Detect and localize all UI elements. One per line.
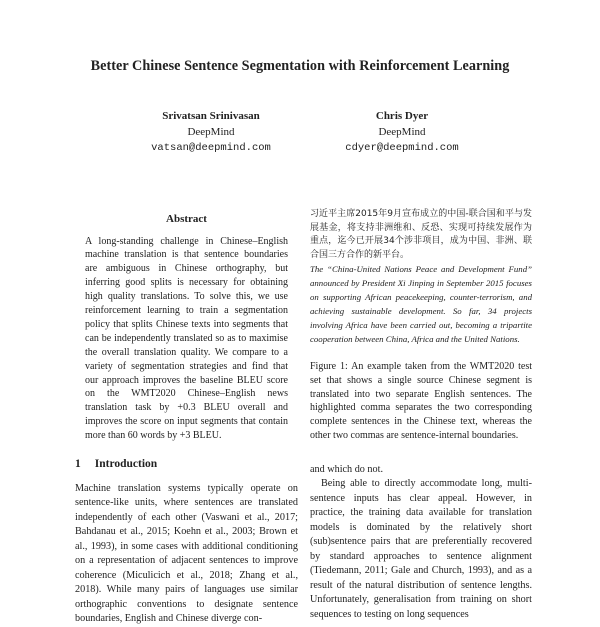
figure-chinese-text: 习近平主席2015年9月宣布成立的中国-联合国和平与发展基金，将支持非洲维和、反恐、实现可持续发展作为重点，迄今已开展34个涉非项目，成为中国、非洲、联合国三方合作的新平台。 [310,209,532,260]
section-number: 1 [75,458,81,471]
section-heading-introduction [75,457,298,472]
figure-english-text: The “China-United Nations Peace and Development Fund” announced by President Xi Jinping in September 2015 focuses on supporting African peacekeeping, counter-terrorism, and achieving sustainable development. So far, 34 projects involving Africa have been carried out, becoming a tripartite cooperation between China, Africa and the United Nations. [310,264,532,344]
abstract-heading: Abstract [166,213,207,225]
intro-paragraph: Machine translation systems typically operate on sentence-like units, where sentences are translated independently of each other (Vaswani et al., 2017; Bahdanau et al., 2015; Koehn et al., 2003; Brown et al., 1993), in some cases with additional conditioning on a representation of adjacent sentences to improve coherence (Miculicich et al., 2018; Zhang et al., 2018). While many pairs of languages use similar orthographic conventions to designate sentence boundaries, English and Chinese diverge con- [75,482,298,625]
figure-1 [310,208,532,443]
paper-title: Better Chinese Sentence Segmentation with Reinforcement Learning [90,58,510,74]
author-affiliation: DeepMind [187,126,235,138]
author-affiliation: DeepMind [378,126,426,138]
left-column [75,212,298,627]
figure-caption: Figure 1: An example taken from the WMT2020 test set that shows a single source Chinese segment is translated into two separate English sentences. The highlighted comma separates the two corresponding complete sentences in the Chinese text, whereas the other two commas are sentence-internal boundaries. [310,361,532,441]
intro-paragraph-continued: and which do not. [310,463,383,475]
author-email: cdyer@deepmind.com [345,142,459,154]
author-name: Chris Dyer [375,110,429,122]
right-column [310,208,532,622]
author-email: vatsan@deepmind.com [151,142,271,154]
author-block-2 [282,108,522,156]
abstract-text: A long-standing challenge in Chinese–English machine translation is that sentence boundaries are ambiguous in Chinese orthography, but inferring good splits is necessary for obtaining high quality translations. To solve this, we use reinforcement learning to train a segmentation policy that splits Chinese texts into segments that can be independently translated so as to maximise the overall translation quality. We compare to a variety of segmentation strategies and find that our approach improves the baseline BLEU score on the WMT2020 Chinese–English news translation task by +0.3 BLEU overall and improves the score on input segments that contain more than 60 words by +3 BLEU. [85,235,288,442]
section-title: Introduction [94,458,158,471]
author-name: Srivatsan Srinivasan [162,110,260,122]
intro-paragraph-2: Being able to directly accommodate long, multi-sentence inputs has clear appeal. However, in practice, the training data available for translation models is dominated by the relatively short (sub)sentence pairs that are preferentially recovered by standard approaches to sentence alignment (Tiedemann, 2011; Gale and Church, 1993), and as a result of the natural distribution of sentence lengths. Unfortunately, generalisation from training on short sequences to testing on long sequences [310,478,532,620]
